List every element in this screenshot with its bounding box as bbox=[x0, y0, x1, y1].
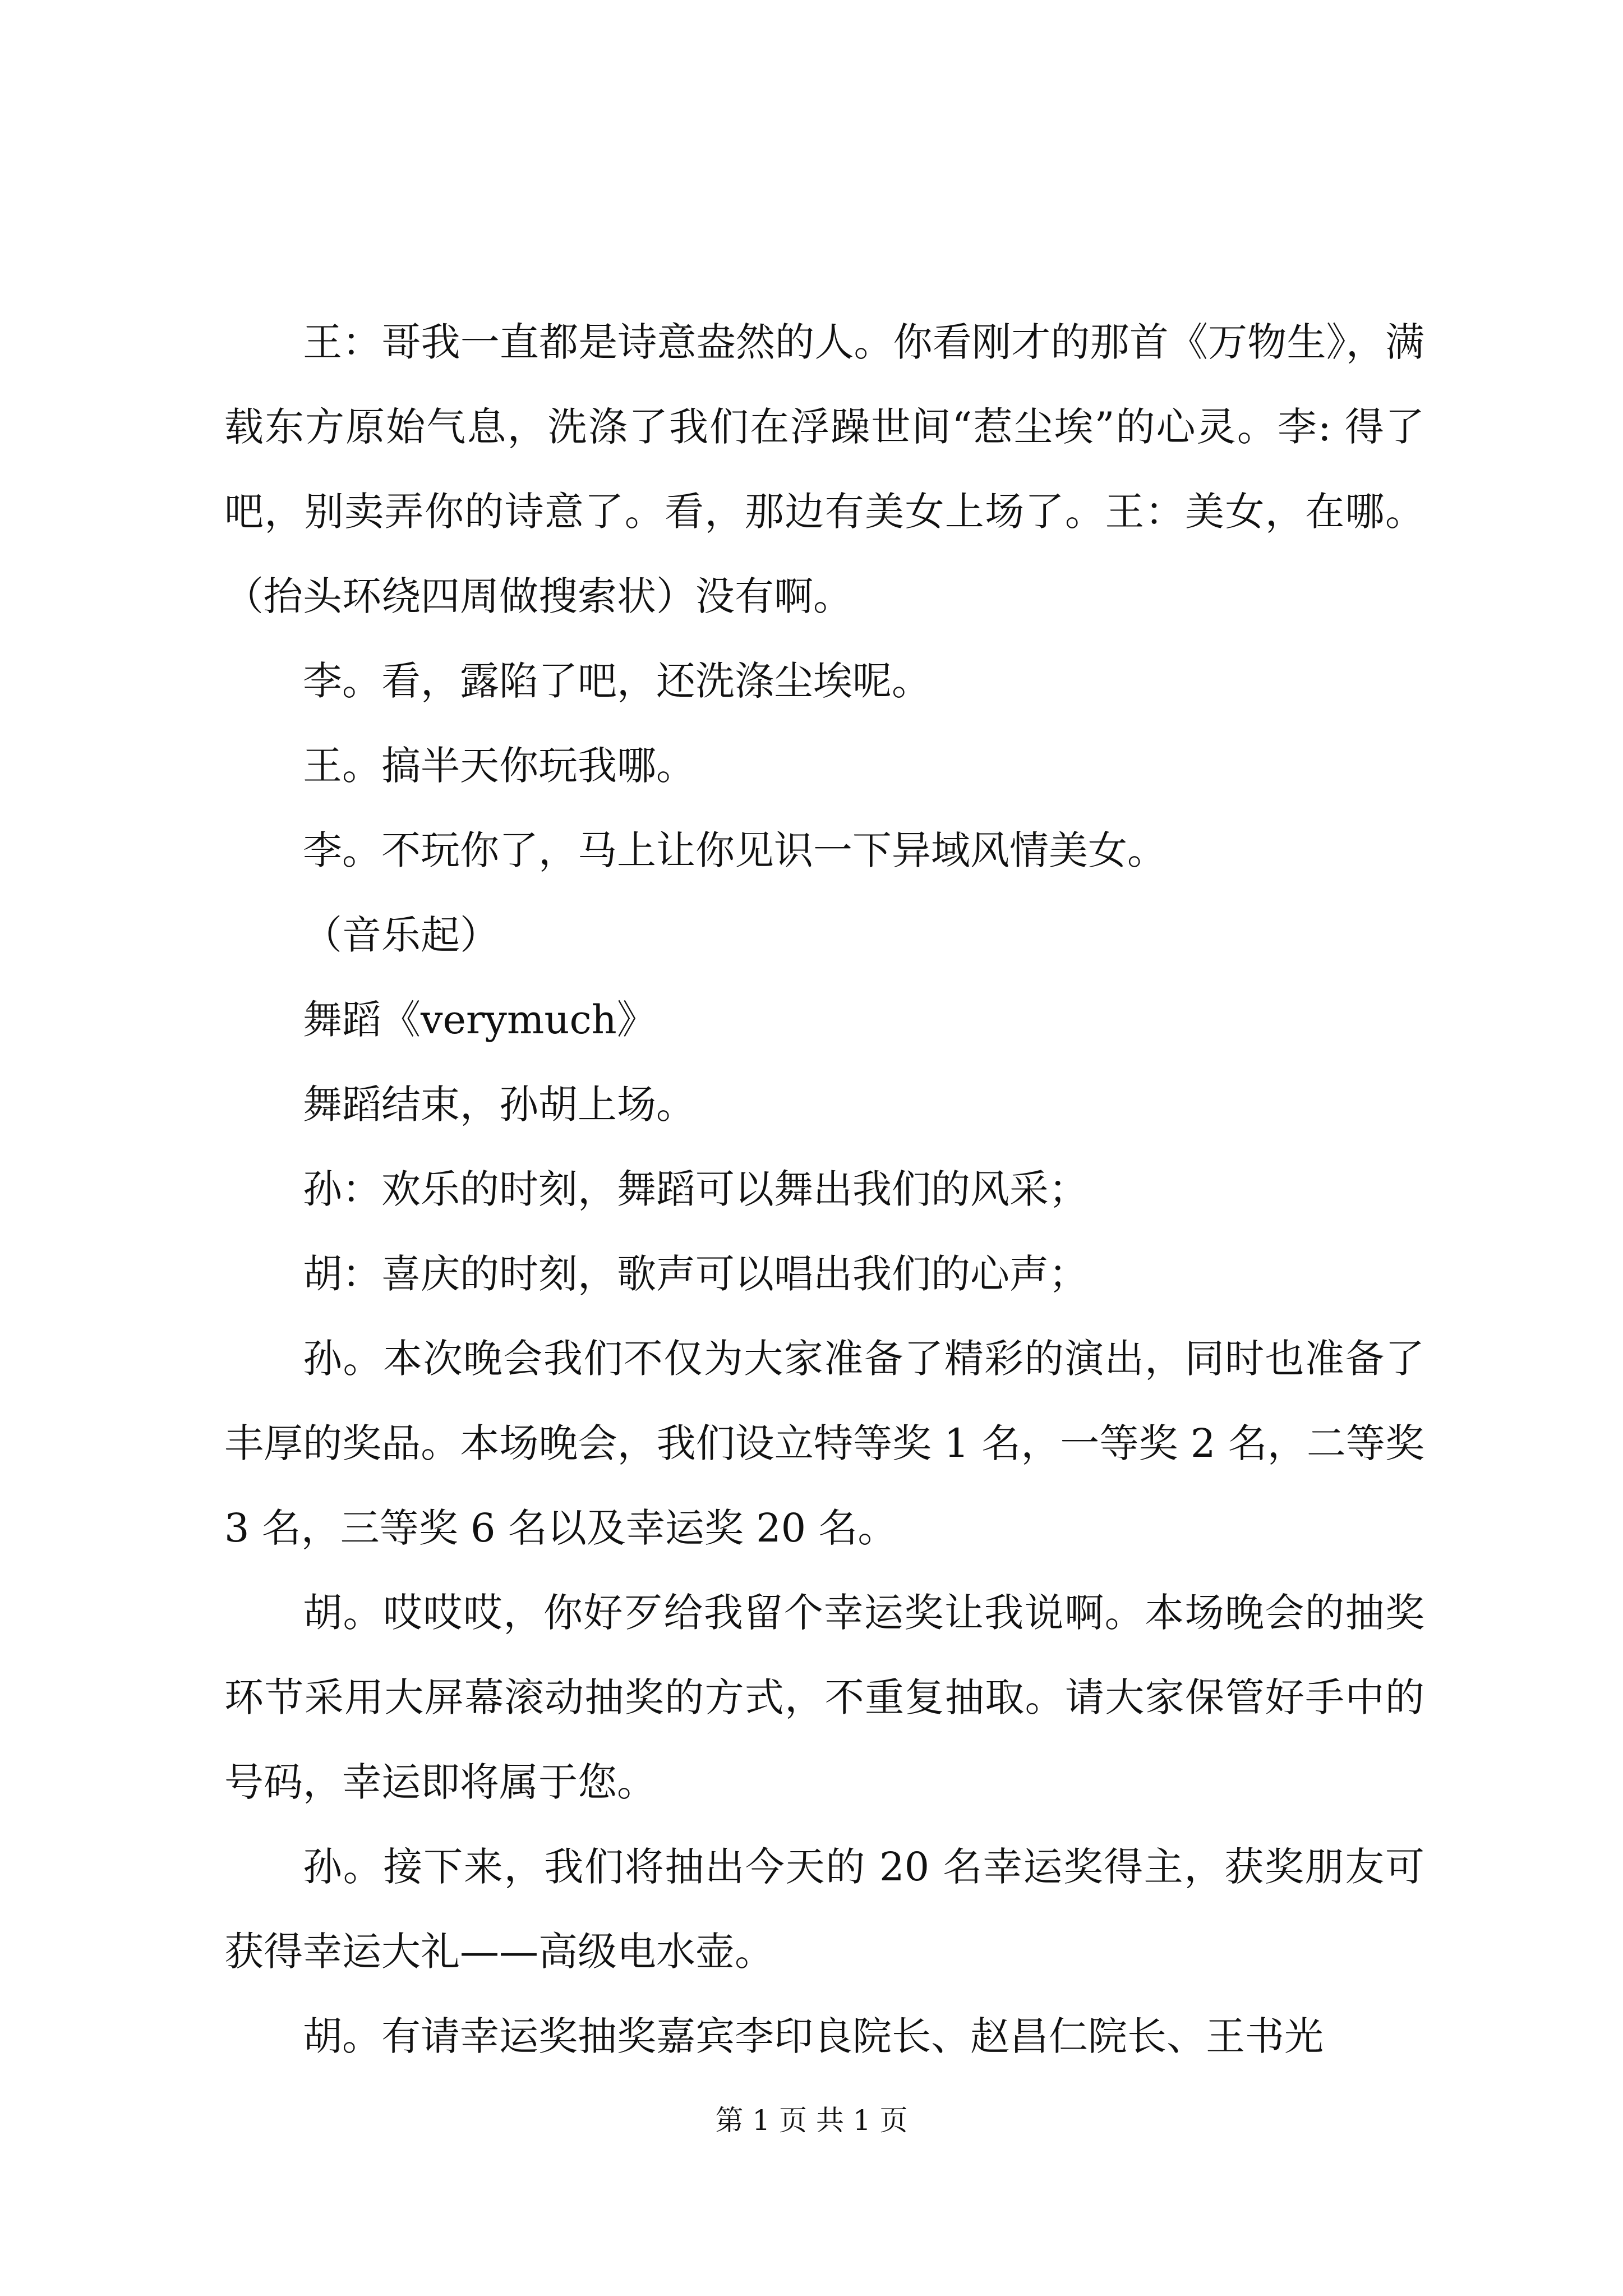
paragraph-6: 舞蹈《verymuch》 bbox=[303, 997, 656, 1043]
paragraph-1: 王：哥我一直都是诗意盎然的人。你看刚才的那首《万物生》，满载东方原始气息，洗涤了我们在浮躁世间“惹尘埃”的心灵。李: 得了吧，别卖弄你的诗意了。看，那边有美女上场了。王：美女，在哪。（抬头环绕四周做搜索状）没有啊。 bbox=[224, 319, 1424, 619]
paragraph-3: 王。搞半天你玩我哪。 bbox=[303, 743, 695, 789]
paragraph-7: 舞蹈结束，孙胡上场。 bbox=[303, 1082, 695, 1128]
paragraph-8: 孙：欢乐的时刻，舞蹈可以舞出我们的风采； bbox=[303, 1166, 1088, 1212]
paragraph-13: 胡。有请幸运奖抽奖嘉宾李印良院长、赵昌仁院长、王书光 bbox=[303, 2013, 1324, 2059]
paragraph-9: 胡：喜庆的时刻，歌声可以唱出我们的心声； bbox=[303, 1251, 1088, 1297]
document-body bbox=[224, 300, 1424, 2079]
page-number: 第 1 页 共 1 页 bbox=[715, 2104, 908, 2137]
paragraph-11: 胡。哎哎哎，你好歹给我留个幸运奖让我说啊。本场晚会的抽奖环节采用大屏幕滚动抽奖的方式，不重复抽取。请大家保管好手中的号码，幸运即将属于您。 bbox=[224, 1590, 1424, 1805]
paragraph-10: 孙。本次晚会我们不仅为大家准备了精彩的演出，同时也准备了丰厚的奖品。本场晚会，我们设立特等奖 1 名，一等奖 2 名，二等奖 3 名，三等奖 6 名以及幸运奖 20 名。 bbox=[224, 1336, 1424, 1551]
paragraph-5: （音乐起） bbox=[303, 912, 499, 958]
paragraph-12: 孙。接下来，我们将抽出今天的 20 名幸运奖得主，获奖朋友可获得幸运大礼——高级电水壶。 bbox=[224, 1844, 1424, 1975]
paragraph-4: 李。不玩你了，马上让你见识一下异域风情美女。 bbox=[303, 827, 1166, 873]
paragraph-2: 李。看，露陷了吧，还洗涤尘埃呢。 bbox=[303, 658, 931, 704]
page-footer bbox=[0, 2101, 1623, 2140]
